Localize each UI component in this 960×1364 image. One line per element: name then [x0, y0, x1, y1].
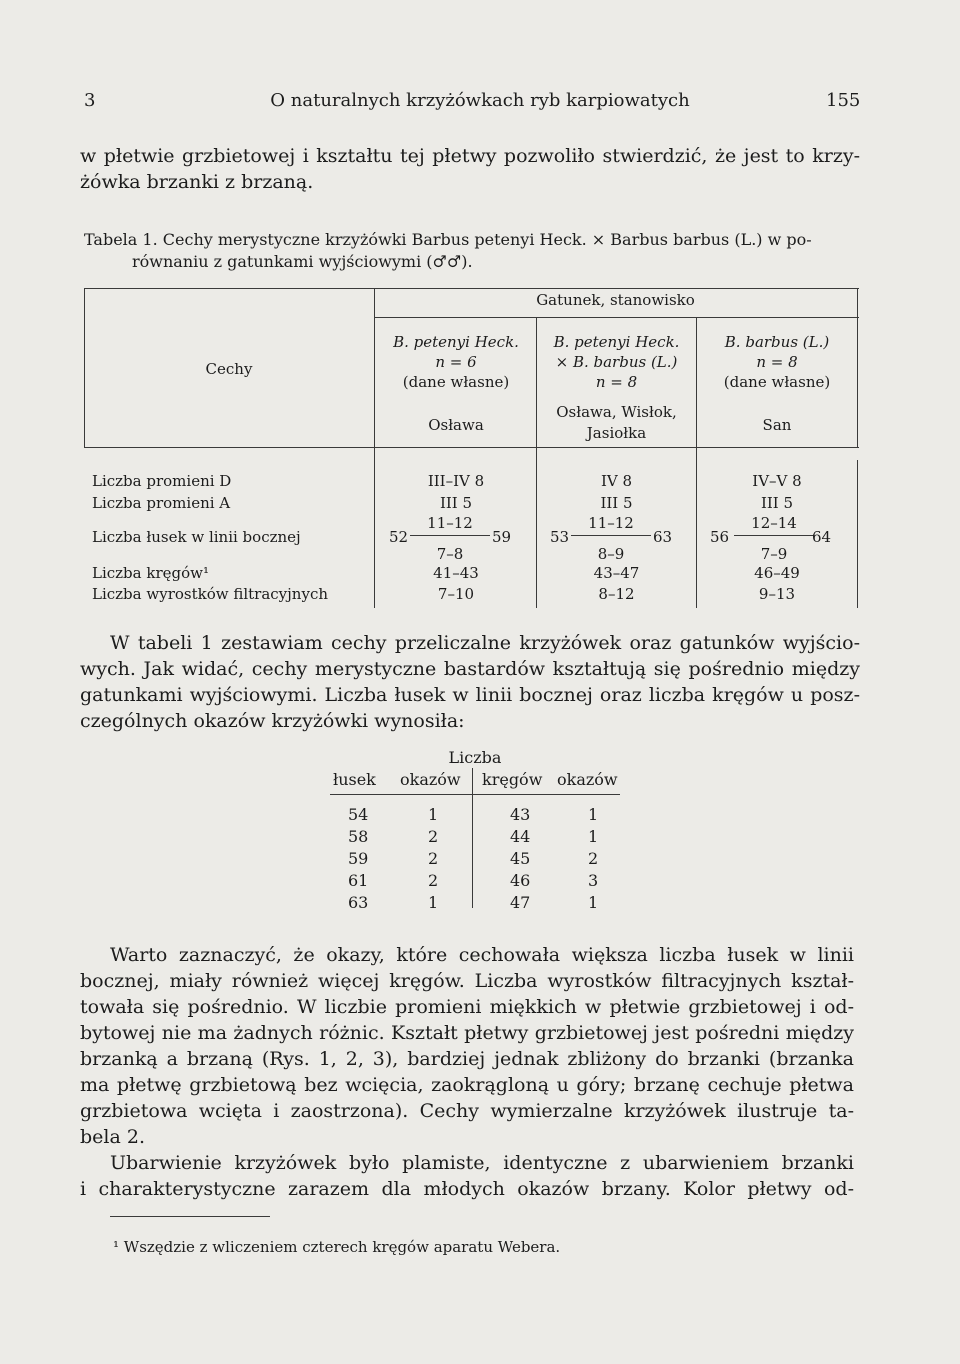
- cell: 8–12: [598, 585, 635, 603]
- col-divider: [857, 460, 858, 608]
- cell: 9–13: [758, 585, 796, 603]
- page-number: 155: [826, 90, 861, 111]
- text-line: gatunkami wyjściowymi. Liczba łusek w linii bocznej oraz liczba kręgów u posz-: [80, 684, 860, 706]
- frac-top: 12–14: [751, 514, 797, 532]
- frac-bar: [571, 535, 651, 536]
- row-label: Liczba łusek w linii bocznej: [92, 528, 301, 546]
- text-line: wych. Jak widać, cechy merystyczne bastardów kształtują się pośrednio między: [80, 658, 860, 680]
- cell: 41–43: [433, 564, 479, 582]
- paragraph-3: [80, 1150, 854, 1202]
- cell: 46–49: [754, 564, 800, 582]
- frac-bottom: 7–9: [760, 545, 788, 563]
- table2-cell: 1: [428, 893, 439, 912]
- text-line: towała się pośrednio. W liczbie promieni miękkich w płetwie grzbietowej i od-: [80, 996, 854, 1018]
- frac-right: 59: [492, 528, 512, 546]
- cell: III 5: [600, 494, 633, 512]
- table2-cell: 47: [510, 893, 531, 912]
- text-line: żówka brzanki z brzaną.: [80, 171, 314, 193]
- col3-n: n = 8: [756, 353, 798, 371]
- table2-cell: 2: [428, 849, 439, 868]
- cell: IV–V 8: [752, 472, 802, 490]
- frac-right: 64: [812, 528, 832, 546]
- frac-left: 53: [550, 528, 570, 546]
- row-label: Liczba wyrostków filtracyjnych: [92, 585, 329, 603]
- group-header: Gatunek, stanowisko: [536, 291, 695, 309]
- table2-cell: 1: [588, 827, 599, 846]
- col3-location: San: [762, 416, 792, 434]
- text-line: i charakterystyczne zarazem dla młodych okazów brzany. Kolor płetwy od-: [80, 1178, 854, 1200]
- cell: III 5: [439, 494, 473, 512]
- col2-cross: × B. barbus (L.): [555, 353, 678, 371]
- table2-cell: 46: [510, 871, 531, 890]
- intro-paragraph: [80, 143, 860, 195]
- chapter-number: 3: [84, 90, 96, 111]
- footnote: ¹ Wszędzie z wliczeniem czterech kręgów aparatu Webera.: [113, 1238, 561, 1256]
- text-line: Ubarwienie krzyżówek było plamiste, identyczne z ubarwieniem brzanki: [110, 1152, 854, 1174]
- col3-species: B. barbus (L.): [724, 333, 830, 351]
- text-line: w płetwie grzbietowej i kształtu tej płetwy pozwoliło stwierdzić, że jest to krzy-: [80, 145, 860, 167]
- cell: 43–47: [593, 564, 640, 582]
- footnote-rule: [110, 1216, 270, 1217]
- table2-cell: 2: [428, 871, 439, 890]
- row-header: Cechy: [205, 360, 253, 378]
- frac-right: 63: [653, 528, 673, 546]
- text-line: czególnych okazów krzyżówki wynosiła:: [80, 710, 465, 732]
- table2-cell: 61: [348, 871, 369, 890]
- frac-bar: [734, 535, 814, 536]
- col-header: kręgów: [482, 770, 543, 789]
- col2-location-cont: Jasiołka: [586, 424, 647, 442]
- paragraph-2: [80, 942, 854, 1150]
- cell: III 5: [760, 494, 794, 512]
- table2-cell: 1: [428, 805, 439, 824]
- row-label: Liczba promieni D: [92, 472, 232, 490]
- col2-species: B. petenyi Heck.: [553, 333, 680, 351]
- table2-cell: 44: [510, 827, 531, 846]
- text-line: grzbietowa wcięta i zaostrzona). Cechy wymierzalne krzyżówek ilustruje ta-: [80, 1100, 854, 1122]
- cell: IV 8: [600, 472, 633, 490]
- paragraph-1: [80, 630, 860, 734]
- table2-cell: 58: [348, 827, 369, 846]
- col1-location: Osława: [428, 416, 484, 434]
- col-divider: [374, 288, 375, 608]
- cell: III–IV 8: [427, 472, 485, 490]
- frac-top: 11–12: [427, 514, 473, 532]
- table2-cell: 45: [510, 849, 531, 868]
- text-line: Warto zaznaczyć, że okazy, które cechowała większa liczba łusek w linii: [110, 944, 854, 966]
- col1-species: B. petenyi Heck.: [393, 333, 519, 351]
- frac-left: 52: [389, 528, 409, 546]
- col3-source: (dane własne): [723, 373, 831, 391]
- table2-cell: 63: [348, 893, 369, 912]
- frac-bottom: 7–8: [436, 545, 464, 563]
- row-label: Liczba promieni A: [92, 494, 231, 512]
- table2-cell: 54: [348, 805, 369, 824]
- frac-bottom: 8–9: [597, 545, 625, 563]
- cell: 7–10: [437, 585, 475, 603]
- col1-n: n = 6: [435, 353, 477, 371]
- table2-rule: [330, 794, 620, 795]
- table2-divider: [472, 768, 473, 908]
- text-line: bytowej nie ma żadnych różnic. Kształt płetwy grzbietowej jest pośredni między: [80, 1022, 854, 1044]
- table2-title: Liczba: [448, 748, 502, 767]
- table-top-rule: [84, 288, 859, 289]
- table2-cell: 59: [348, 849, 369, 868]
- table2-cell: 2: [428, 827, 439, 846]
- frac-left: 56: [710, 528, 730, 546]
- table-head-rule: [84, 447, 859, 448]
- text-line: brzanką a brzaną (Rys. 1, 2, 3), bardziej jednak zbliżony do brzanki (brzanka: [80, 1048, 854, 1070]
- table2-cell: 3: [588, 871, 599, 890]
- table2-cell: 43: [510, 805, 531, 824]
- table1-caption: Tabela 1. Cechy merystyczne krzyżówki Barbus petenyi Heck. × Barbus barbus (L.) w po-: [84, 230, 812, 249]
- table2-cell: 2: [588, 849, 599, 868]
- text-line: bela 2.: [80, 1126, 145, 1148]
- frac-bar: [410, 535, 490, 536]
- table1-caption-cont: równaniu z gatunkami wyjściowymi (♂♂).: [132, 252, 473, 271]
- table2-cell: 1: [588, 805, 599, 824]
- table-group-rule: [374, 317, 859, 318]
- frac-top: 11–12: [588, 514, 634, 532]
- text-line: bocznej, miały również więcej kręgów. Liczba wyrostków filtracyjnych kształ-: [80, 970, 854, 992]
- text-line: ma płetwę grzbietową bez wcięcia, zaokrągloną u góry; brzanę cechuje płetwa: [80, 1074, 854, 1096]
- col1-source: (dane własne): [402, 373, 510, 391]
- col-header: okazów: [400, 770, 461, 789]
- col2-n: n = 8: [595, 373, 638, 391]
- text-line: W tabeli 1 zestawiam cechy przeliczalne krzyżówek oraz gatunków wyjścio-: [110, 632, 860, 654]
- table2-cell: 1: [588, 893, 599, 912]
- col2-location: Osława, Wisłok,: [556, 403, 677, 421]
- col-header: okazów: [557, 770, 618, 789]
- running-title: O naturalnych krzyżówkach ryb karpiowatych: [270, 90, 690, 111]
- row-label: Liczba kręgów¹: [92, 564, 209, 582]
- table-right-edge: [857, 288, 858, 448]
- col-header: łusek: [333, 770, 376, 789]
